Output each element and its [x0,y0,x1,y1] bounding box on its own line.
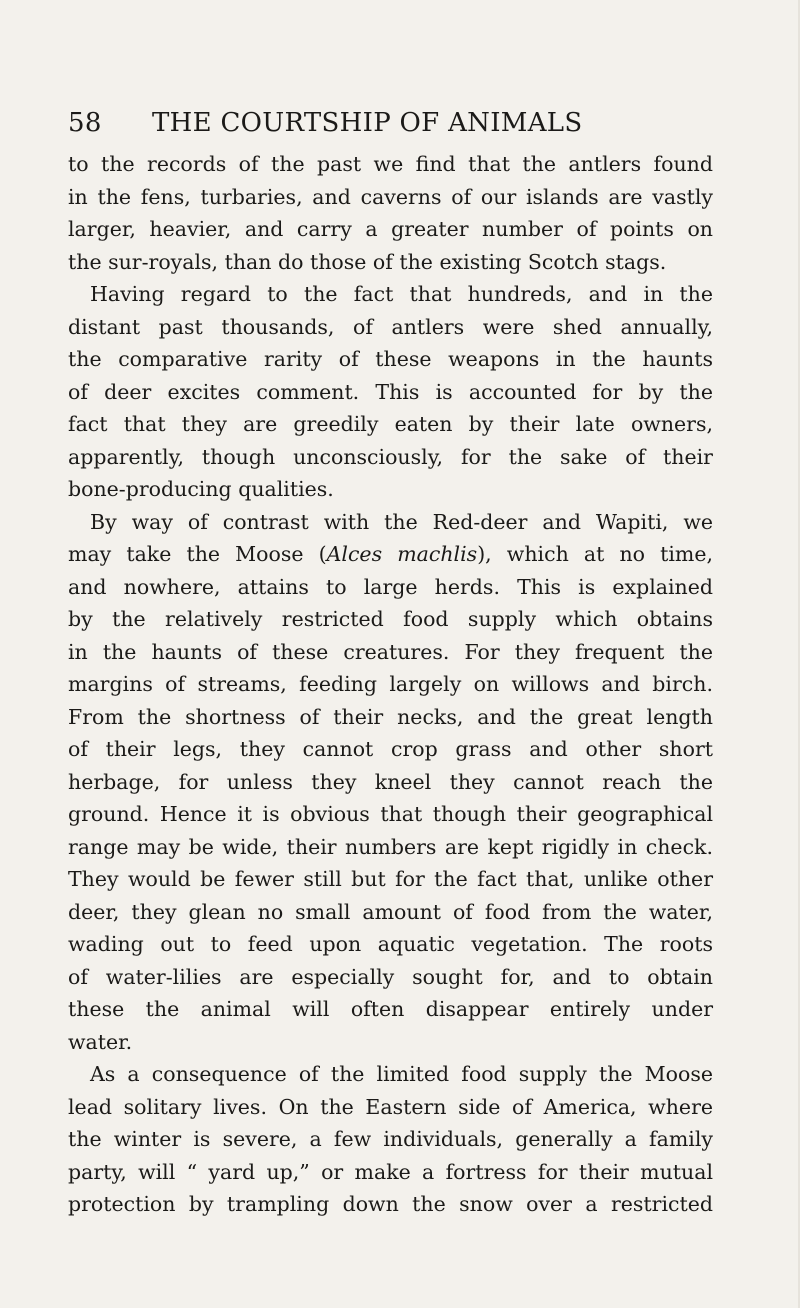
paragraph [68,1058,713,1221]
text-line: apparently, though unconsciously, for the sake of their [68,444,713,469]
text-line: bone-producing qualities. [68,477,334,501]
text-line: distant past thousands, of antlers were shed annually, [68,314,713,339]
text-line: these the animal will often disappear entirely under [68,997,713,1021]
text-line: protection by trampling down the snow over a restricted [68,1192,713,1216]
text-line: range may be wide, their numbers are kept rigidly in check. [68,834,713,859]
text-line: of their legs, they cannot crop grass and other short [68,737,713,761]
latin-species-name: Alces machlis [326,542,478,566]
text-line: margins of streams, feeding largely on willows and birch. [68,672,713,696]
text-line: the winter is severe, a few individuals, generally a family [68,1127,713,1151]
running-head [68,103,688,143]
text-line: larger, heavier, and carry a greater number of points on [68,217,713,241]
text-fragment: ), which at no time, [477,542,714,566]
body-text [68,148,713,1221]
text-line: By way of contrast with the Red-deer and Wapiti, we [90,509,713,534]
text-line: in the fens, turbaries, and caverns of our islands are vastly [68,184,713,209]
text-line-with-latin-name [68,538,713,571]
text-fragment: may take the Moose ( [68,542,327,566]
text-line: water. [68,1029,133,1054]
text-line: Having regard to the fact that hundreds, and in the [90,282,713,306]
text-line: to the records of the past we find that the antlers found [68,152,713,176]
text-line: fact that they are greedily eaten by their late owners, [68,412,713,436]
text-line: the comparative rarity of these weapons in the haunts [68,347,713,371]
text-line: in the haunts of these creatures. For they frequent the [68,639,713,664]
text-line: ground. Hence it is obvious that though their geographical [68,802,713,826]
text-line: by the relatively restricted food supply which obtains [68,607,713,631]
page-number: 58 [68,108,102,138]
text-line: party, will “ yard up,” or make a fortress for their mutual [68,1159,713,1184]
running-title: THE COURTSHIP OF ANIMALS [152,108,583,138]
text-line: the sur-royals, than do those of the existing Scotch stags. [68,249,667,274]
text-line: of water-lilies are especially sought for, and to obtain [68,964,713,989]
paragraph [68,278,713,506]
paragraph [68,148,713,278]
text-line: of deer excites comment. This is accounted for by the [68,379,713,404]
text-line: herbage, for unless they kneel they cannot reach the [68,769,713,794]
text-line: They would be fewer still but for the fact that, unlike other [68,867,713,891]
text-line: As a consequence of the limited food supply the Moose [90,1062,713,1086]
text-line: and nowhere, attains to large herds. This is explained [68,574,713,599]
text-line: wading out to feed upon aquatic vegetation. The roots [68,932,713,956]
text-line: lead solitary lives. On the Eastern side of America, where [68,1094,713,1119]
text-line: deer, they glean no small amount of food from the water, [68,899,713,924]
paragraph [68,506,713,1059]
text-line: From the shortness of their necks, and the great length [68,704,713,729]
